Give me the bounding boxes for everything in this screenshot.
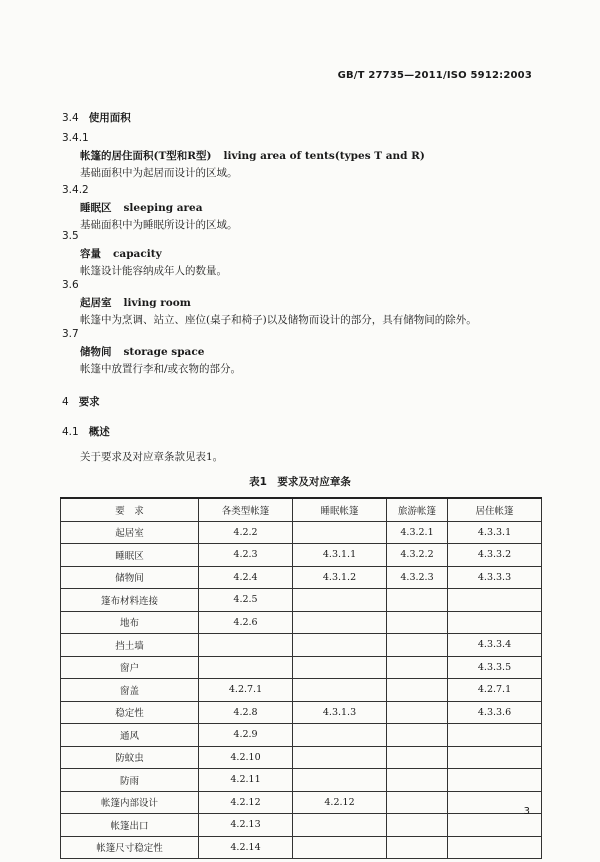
table-row <box>61 521 542 544</box>
clause-cell: 4.2.12 <box>199 791 293 814</box>
clause-cell: 4.3.2.3 <box>387 566 448 589</box>
table-row <box>61 814 542 837</box>
clause-cell: 4.2.12 <box>293 791 387 814</box>
table-row <box>61 769 542 792</box>
term-storage-space: 储物间 storage space <box>80 346 205 358</box>
clause-cell <box>293 589 387 612</box>
section-3-4: 3.4 使用面积 <box>62 112 131 124</box>
clause-cell <box>387 701 448 724</box>
clause-cell <box>387 791 448 814</box>
clause-cell <box>293 611 387 634</box>
table-row <box>61 724 542 747</box>
clause-cell <box>387 634 448 657</box>
clause-cell <box>387 611 448 634</box>
requirement-name-cell: 窗户 <box>61 656 199 679</box>
header-cell: 各类型帐篷 <box>199 498 293 521</box>
clause-cell: 4.2.7.1 <box>199 679 293 702</box>
requirement-name-cell: 地布 <box>61 611 199 634</box>
clause-cell <box>387 589 448 612</box>
clause-cell <box>293 679 387 702</box>
clause-cell: 4.2.11 <box>199 769 293 792</box>
clause-cell <box>387 656 448 679</box>
clause-cell: 4.3.3.5 <box>448 656 542 679</box>
clause-cell: 4.3.1.3 <box>293 701 387 724</box>
clause-cell: 4.2.2 <box>199 521 293 544</box>
clause-cell <box>448 746 542 769</box>
clause-cell: 4.3.3.1 <box>448 521 542 544</box>
table-header-row <box>61 498 542 521</box>
definition-sleeping-area: 基础面积中为睡眠所设计的区域。 <box>80 219 238 231</box>
clause-cell <box>448 589 542 612</box>
table-row <box>61 679 542 702</box>
table-row <box>61 701 542 724</box>
requirement-name-cell: 通风 <box>61 724 199 747</box>
clause-cell <box>387 679 448 702</box>
standard-header: GB/T 27735—2011/ISO 5912:2003 <box>337 70 532 81</box>
clause-cell: 4.2.4 <box>199 566 293 589</box>
term-sleeping-area: 睡眠区 sleeping area <box>80 202 203 214</box>
table-row <box>61 836 542 859</box>
clause-cell <box>448 836 542 859</box>
requirement-name-cell: 窗盖 <box>61 679 199 702</box>
requirement-name-cell: 起居室 <box>61 521 199 544</box>
requirement-name-cell: 篷布材料连接 <box>61 589 199 612</box>
term-living-room: 起居室 living room <box>80 297 191 309</box>
clause-cell: 4.3.1.1 <box>293 544 387 567</box>
clause-cell: 4.3.3.6 <box>448 701 542 724</box>
clause-cell <box>199 656 293 679</box>
clause-cell: 4.2.8 <box>199 701 293 724</box>
requirement-name-cell: 帐篷出口 <box>61 814 199 837</box>
requirement-name-cell: 储物间 <box>61 566 199 589</box>
header-cell: 居住帐篷 <box>448 498 542 521</box>
section-3-4-1-number: 3.4.1 <box>62 132 89 144</box>
clause-cell <box>387 746 448 769</box>
table-row <box>61 566 542 589</box>
clause-cell: 4.2.9 <box>199 724 293 747</box>
table-row <box>61 656 542 679</box>
section-3-6-number: 3.6 <box>62 279 79 291</box>
requirement-name-cell: 防雨 <box>61 769 199 792</box>
clause-cell: 4.2.7.1 <box>448 679 542 702</box>
clause-cell <box>293 836 387 859</box>
definition-living-room: 帐篷中为烹调、站立、座位(桌子和椅子)以及储物而设计的部分，具有储物间的除外。 <box>80 314 477 326</box>
clause-cell <box>293 769 387 792</box>
clause-cell: 4.2.3 <box>199 544 293 567</box>
requirement-name-cell: 帐篷尺寸稳定性 <box>61 836 199 859</box>
table-row <box>61 544 542 567</box>
clause-cell <box>199 634 293 657</box>
clause-cell <box>387 769 448 792</box>
requirement-name-cell: 睡眠区 <box>61 544 199 567</box>
clause-cell <box>448 611 542 634</box>
section-4-1-heading: 4.1 概述 <box>62 426 110 438</box>
header-cell: 睡眠帐篷 <box>293 498 387 521</box>
table-caption: 表1 要求及对应章条 <box>249 476 351 488</box>
clause-cell: 4.3.2.2 <box>387 544 448 567</box>
clause-cell: 4.2.6 <box>199 611 293 634</box>
clause-cell <box>293 814 387 837</box>
clause-cell <box>293 656 387 679</box>
section-4-heading: 4 要求 <box>62 396 100 408</box>
clause-cell <box>293 634 387 657</box>
page-number: 3 <box>523 806 530 817</box>
section-3-4-2-number: 3.4.2 <box>62 184 89 196</box>
section-4-1-text: 关于要求及对应章条款见表1。 <box>80 451 224 463</box>
clause-cell <box>293 724 387 747</box>
clause-cell: 4.3.3.4 <box>448 634 542 657</box>
term-living-area: 帐篷的居住面积(T型和R型) living area of tents(types T and R) <box>80 150 425 162</box>
section-3-5-number: 3.5 <box>62 230 79 242</box>
clause-cell: 4.2.5 <box>199 589 293 612</box>
clause-cell <box>448 724 542 747</box>
clause-cell <box>448 769 542 792</box>
requirement-name-cell: 防蚊虫 <box>61 746 199 769</box>
requirement-name-cell: 挡土墙 <box>61 634 199 657</box>
clause-cell <box>387 724 448 747</box>
table-row <box>61 791 542 814</box>
term-capacity: 容量 capacity <box>80 248 162 260</box>
header-cell: 旅游帐篷 <box>387 498 448 521</box>
clause-cell <box>293 746 387 769</box>
header-cell: 要 求 <box>61 498 199 521</box>
clause-cell <box>387 814 448 837</box>
clause-cell: 4.2.14 <box>199 836 293 859</box>
clause-cell: 4.3.2.1 <box>387 521 448 544</box>
definition-storage-space: 帐篷中放置行李和/或衣物的部分。 <box>80 363 242 375</box>
table-row <box>61 634 542 657</box>
section-3-7-number: 3.7 <box>62 328 79 340</box>
requirement-name-cell: 稳定性 <box>61 701 199 724</box>
table-row <box>61 589 542 612</box>
table-row <box>61 611 542 634</box>
clause-cell: 4.3.3.2 <box>448 544 542 567</box>
definition-living-area: 基础面积中为起居而设计的区域。 <box>80 167 238 179</box>
definition-capacity: 帐篷设计能容纳成年人的数量。 <box>80 265 227 277</box>
clause-cell <box>387 836 448 859</box>
clause-cell: 4.3.1.2 <box>293 566 387 589</box>
clause-cell: 4.2.10 <box>199 746 293 769</box>
clause-cell: 4.3.3.3 <box>448 566 542 589</box>
requirement-name-cell: 帐篷内部设计 <box>61 791 199 814</box>
clause-cell <box>293 521 387 544</box>
table-row <box>61 746 542 769</box>
requirements-table <box>60 497 542 859</box>
clause-cell: 4.2.13 <box>199 814 293 837</box>
